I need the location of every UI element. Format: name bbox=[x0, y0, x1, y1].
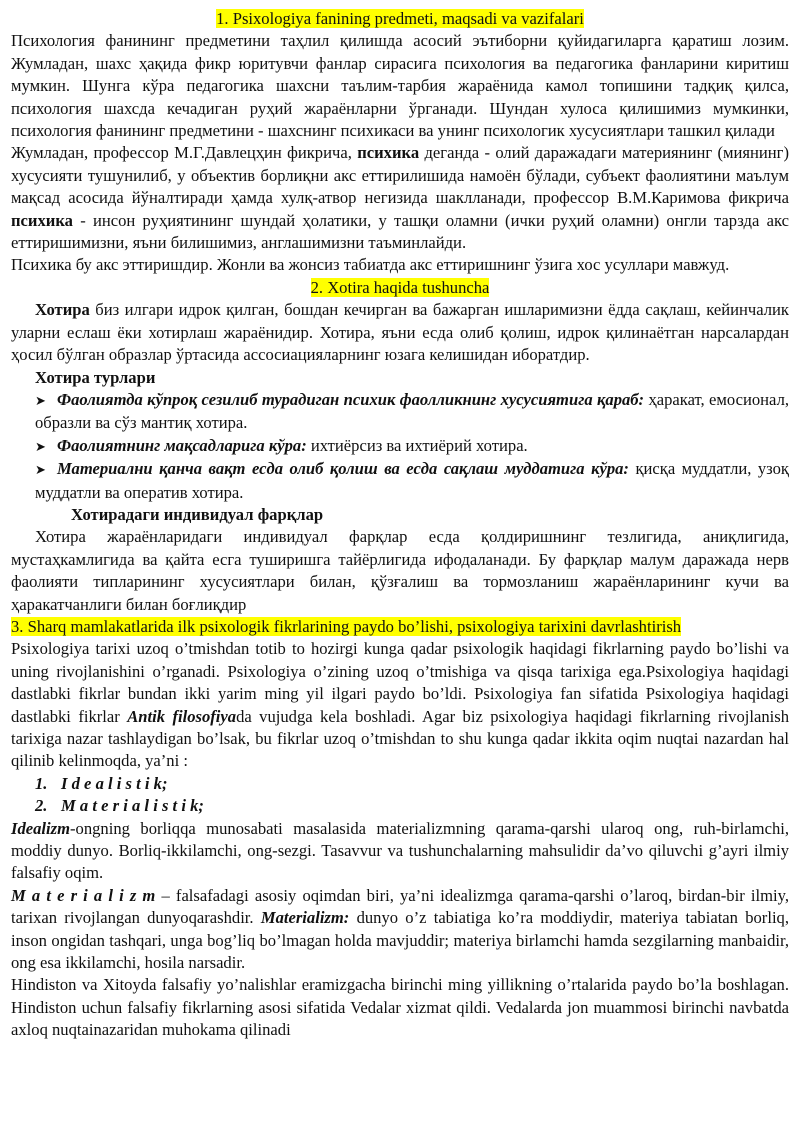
memory-term: Хотира bbox=[35, 300, 90, 320]
bullet-2-text: ихтиёрсиз ва ихтиёрий хотира. bbox=[306, 435, 528, 455]
bullet-2-lead: Фаолиятнинг мақсадларига кўра: bbox=[57, 435, 307, 455]
s3p3-text-d: dunyo o’z tabiatiga ko’ra moddiydir, materiya tabiatan borliq, inson ongidan tashqari, unga bog’liq bo’lmagan holda mavjuddir; materiya birlamchi hamda sezgilarning manbaidir, ong esa ikkilamchi, hosila narsadir. bbox=[11, 908, 789, 973]
arrow-bullet-icon: ➤ bbox=[35, 438, 46, 454]
list-item-text: I d e a l i s t i k; bbox=[61, 773, 168, 793]
s1p2-term-2: психика bbox=[11, 210, 73, 230]
idealizm-term: Idealizm bbox=[11, 818, 71, 838]
list-item-number: 2. bbox=[35, 796, 48, 816]
s2p1-text: биз илгари идрок қилган, бошдан кечирган ва бажарган ишларимизни ёдда сақлаш, кейинчалик уларни еслаш ёки хотирлаш жараёнидир. Хотира, яъни есда олиб қолиш, идрок қилинаётган нарсалардан ҳосил бўлган образлар ўртасида ассосиацияларнинг юзага келишидан иборатдир. bbox=[11, 300, 789, 365]
list-item bbox=[11, 795, 789, 817]
s1p2-text-a: Жумладан, профессор М.Г.Давлецҳин фикрича, bbox=[11, 143, 358, 163]
materializm-term: Materializm: bbox=[260, 908, 350, 928]
memory-type-bullet-1 bbox=[11, 389, 789, 435]
section-2-heading bbox=[11, 277, 789, 299]
bullet-3-lead: Материални қанча вақт есда олиб қолиш ва есда сақлаш муддатига кўра: bbox=[57, 459, 629, 479]
arrow-bullet-icon: ➤ bbox=[35, 462, 46, 478]
memory-types-subheading: Хотира турлари bbox=[35, 367, 156, 387]
section-3-heading bbox=[11, 616, 789, 638]
s3p1-text-a: Psixologiya tarixi uzoq o’tmishdan totib to hozirgi kunga qadar psixologik haqidagi fikrlarning paydo bo’lishi va uning rivojlanishini o’rganadi. Psixologiya o’zining uzoq o’tmishiga va qisqa tarixiga ega.Psixologiya haqidagi dastlabki fikrlar bundan ikki yarim ming yil ilgari paydo bo’ldi. Psixologiya fan sifatida Psixologiya haqidagi dastlabki fikrlar bbox=[11, 639, 789, 726]
individual-differences-subheading: Хотирадаги индивидуал фарқлар bbox=[71, 504, 324, 524]
section-3-paragraph-2 bbox=[11, 818, 789, 885]
bullet-1-lead: Фаолиятда кўпроқ сезилиб турадиган психик фаолликнинг хусусиятига қараб: bbox=[57, 389, 645, 409]
section-3-paragraph-4: Hindiston va Xitoyda falsafiy yo’nalishlar eramizgacha birinchi ming yillikning o’rtalarida paydo bo’la boshlagan. Hindiston uchun falsafiy fikrlarning asosi sifatida Vedalar xizmat qildi. Vedalarda jon muammosi birinchi navbatda axloq nuqtainazaridan muhokama qilinadi bbox=[11, 975, 789, 1040]
section-1-title: 1. Psixologiya fanining predmeti, maqsadi va vazifalari bbox=[216, 9, 584, 28]
section-1-paragraph-2 bbox=[11, 142, 789, 254]
section-2-title: 2. Xotira haqida tushuncha bbox=[310, 277, 490, 297]
s3p1-text-c: da vujudga kela boshladi. Agar biz psixologiya haqidagi fikrlarning rivojlanish tarixiga nazar tashlaydigan bo’lsak, bu fikrlar uzoq o’tmishdan to shu kunga qadar ikkita oqim nuqtai nazardan hal qilinib kelinmoqda, ya’ni : bbox=[11, 706, 790, 771]
memory-type-bullet-2 bbox=[11, 435, 789, 458]
list-item-text: M a t e r i a l i s t i k; bbox=[61, 796, 204, 816]
s3p3-text-b: – falsafadagi asosiy oqimdan biri, ya’ni idealizmga qarama-qarshi o’laroq, birdan-bir ilmiy, tarixan rivojlangan dunyoqarashdir. bbox=[11, 885, 789, 928]
section-1-paragraph-3: Психика бу акс эттиришдир. Жонли ва жонсиз табиатда акс еттиришнинг ўзига хос усуллари мавжуд. bbox=[11, 255, 730, 275]
section-1-heading bbox=[11, 8, 789, 30]
s1p2-text-e: - инсон руҳиятининг шундай ҳолатики, у ташқи оламни (ички руҳий оламни) онгли тарзда акс еттиришимизни, яъни билишимиз, англашимизни таъминлайди. bbox=[11, 210, 789, 253]
document-page bbox=[11, 8, 789, 1042]
section-1-paragraph-1: Психология фанининг предметини таҳлил қилишда асосий эътиборни қуйидагиларга қаратиш лозим. Жумладан, шахс ҳақида фикр юритувчи фанлар сирасига психология ва педагогика фанларини киритиш мумкин. Шунга кўра педагогика шахсни таълим-тарбия жараёнида камол топишини тадқиқ қилса, психология шахсда кечадиган руҳий жараёнларни ўрганади. Шундан хулоса қилишимиз мумкинки, психология фанининг предметини - шахснинг психикаси ва унинг психологик хусусиятлари ташкил қилади bbox=[11, 31, 789, 141]
arrow-bullet-icon: ➤ bbox=[35, 392, 46, 408]
section-2-paragraph-2: Хотира жараёнларидаги индивидуал фарқлар есда қолдиришнинг тезлигида, аниқлигида, мустаҳкамлигида ва қайта есга туширишга тайёрлигида ифодаланади. Бу фарқлар малум даражада нерв фаолияти типларининг хусусиятлари билан, қўзғалиш ва тормозланиш жараёнларининг кучи ва ҳаракатчанлиги билан боғлиқдир bbox=[11, 527, 789, 614]
section-2-paragraph-1 bbox=[11, 299, 789, 366]
materializm-term-spaced: M a t e r i a l i z m bbox=[11, 885, 156, 905]
s3p2-text: -ongning borliqqa munosabati masalasida materializmning qarama-qarshi ularoq ong, ruh-birlamchi, moddiy dunyo. Borliq-ikkilamchi, ong-sezgi. Tasavvur va tushunchalarning mahsulidir da’vo qiluvchi g’ayri ilmiy falsafiy oqim. bbox=[11, 818, 789, 883]
s1p2-text-c: деганда - олий даражадаги материянинг (миянинг) хусусияти тушунилиб, у объектив борлиқни акс еттирилишида намоён бўлади, субъект фаолиятини маълум мақсад асосида йўналтиради ҳамда хулқ-атвор негизида шаклланади, профессор В.М.Каримова фикрича bbox=[11, 143, 789, 208]
bullet-3-text: қисқа муддатли, узоқ муддатли ва оператив хотира. bbox=[35, 459, 789, 502]
section-3-title: 3. Sharq mamlakatlarida ilk psixologik fikrlarining paydo bo’lishi, psixologiya tarixini davrlashtirish bbox=[11, 616, 682, 636]
s1p2-term-1: психика bbox=[357, 143, 420, 163]
antik-filosofiya-term: Antik filosofiya bbox=[127, 706, 237, 726]
section-3-paragraph-3 bbox=[11, 885, 789, 975]
bullet-1-text: ҳаракат, емосионал, образли ва сўз мантиқ хотира. bbox=[35, 389, 789, 433]
section-3-paragraph-1 bbox=[11, 638, 789, 772]
memory-type-bullet-3 bbox=[11, 458, 789, 504]
list-item bbox=[11, 773, 789, 795]
list-item-number: 1. bbox=[35, 773, 48, 793]
